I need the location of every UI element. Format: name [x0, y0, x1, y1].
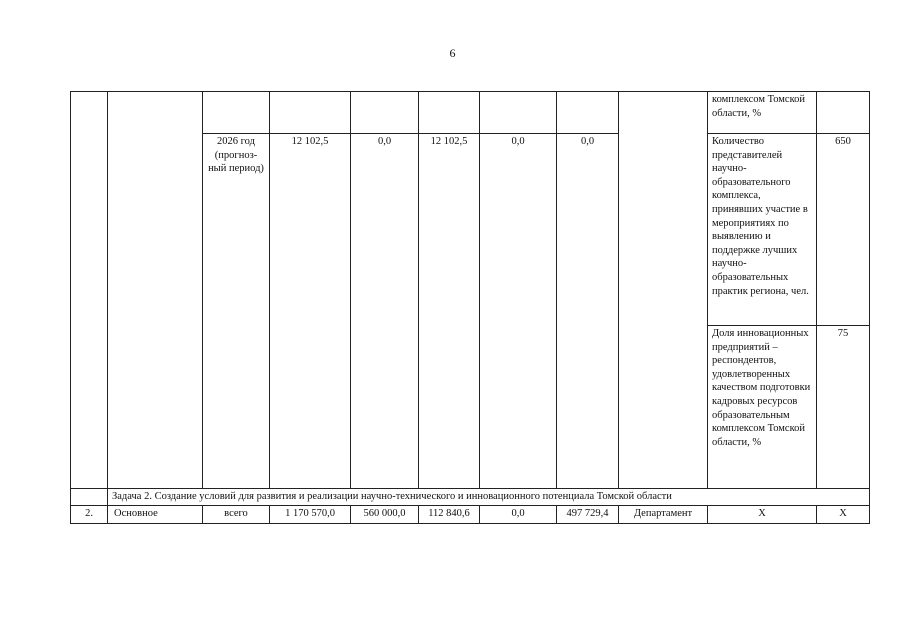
period-cell: 2026 год (прогноз-ный период) — [203, 134, 270, 489]
indicator-value: 650 — [817, 134, 870, 326]
period-cell: всего — [203, 505, 270, 523]
indicator-name: Количество представителей научно-образовательного комплекса, принявших участие в мероприятиях по выявлению и поддержке лучших научно-образовательных практик региона, чел. — [708, 134, 817, 326]
col-b-cell: 112 840,6 — [419, 505, 480, 523]
table-row — [71, 92, 870, 134]
row-number: 2. — [71, 505, 108, 523]
table-row — [71, 505, 870, 523]
indicator-name: Х — [708, 505, 817, 523]
col-b-cell: 12 102,5 — [419, 134, 480, 489]
indicator-value: Х — [817, 505, 870, 523]
name-cell — [108, 92, 203, 489]
budget-table — [70, 91, 870, 524]
executor-cell: Департамент — [619, 505, 708, 523]
executor-cell — [619, 92, 708, 489]
col-a-cell: 0,0 — [351, 134, 419, 489]
col-c-cell: 0,0 — [480, 505, 557, 523]
page-number: 6 — [449, 46, 456, 60]
total-cell: 1 170 570,0 — [270, 505, 351, 523]
num-cell — [71, 92, 108, 489]
period-cell-prev — [203, 92, 270, 134]
task-num-cell — [71, 489, 108, 506]
col-a-cell: 560 000,0 — [351, 505, 419, 523]
indicator-name: комплексом Томской области, % — [708, 92, 817, 134]
indicator-name: Доля инновационных предприятий – респондентов, удовлетворенных качеством подготовки кадровых ресурсов образовательным комплексом Томской области, % — [708, 326, 817, 489]
activity-name: Основное — [108, 505, 203, 523]
col-a-cell-prev — [351, 92, 419, 134]
indicator-value — [817, 92, 870, 134]
col-c-cell: 0,0 — [480, 134, 557, 489]
task-row — [71, 489, 870, 506]
indicator-value: 75 — [817, 326, 870, 489]
total-cell-prev — [270, 92, 351, 134]
total-cell: 12 102,5 — [270, 134, 351, 489]
task-title: Задача 2. Создание условий для развития и реализации научно-технического и инновационного потенциала Томской области — [108, 489, 870, 506]
col-d-cell: 497 729,4 — [557, 505, 619, 523]
col-c-cell-prev — [480, 92, 557, 134]
col-d-cell-prev — [557, 92, 619, 134]
col-b-cell-prev — [419, 92, 480, 134]
col-d-cell: 0,0 — [557, 134, 619, 489]
